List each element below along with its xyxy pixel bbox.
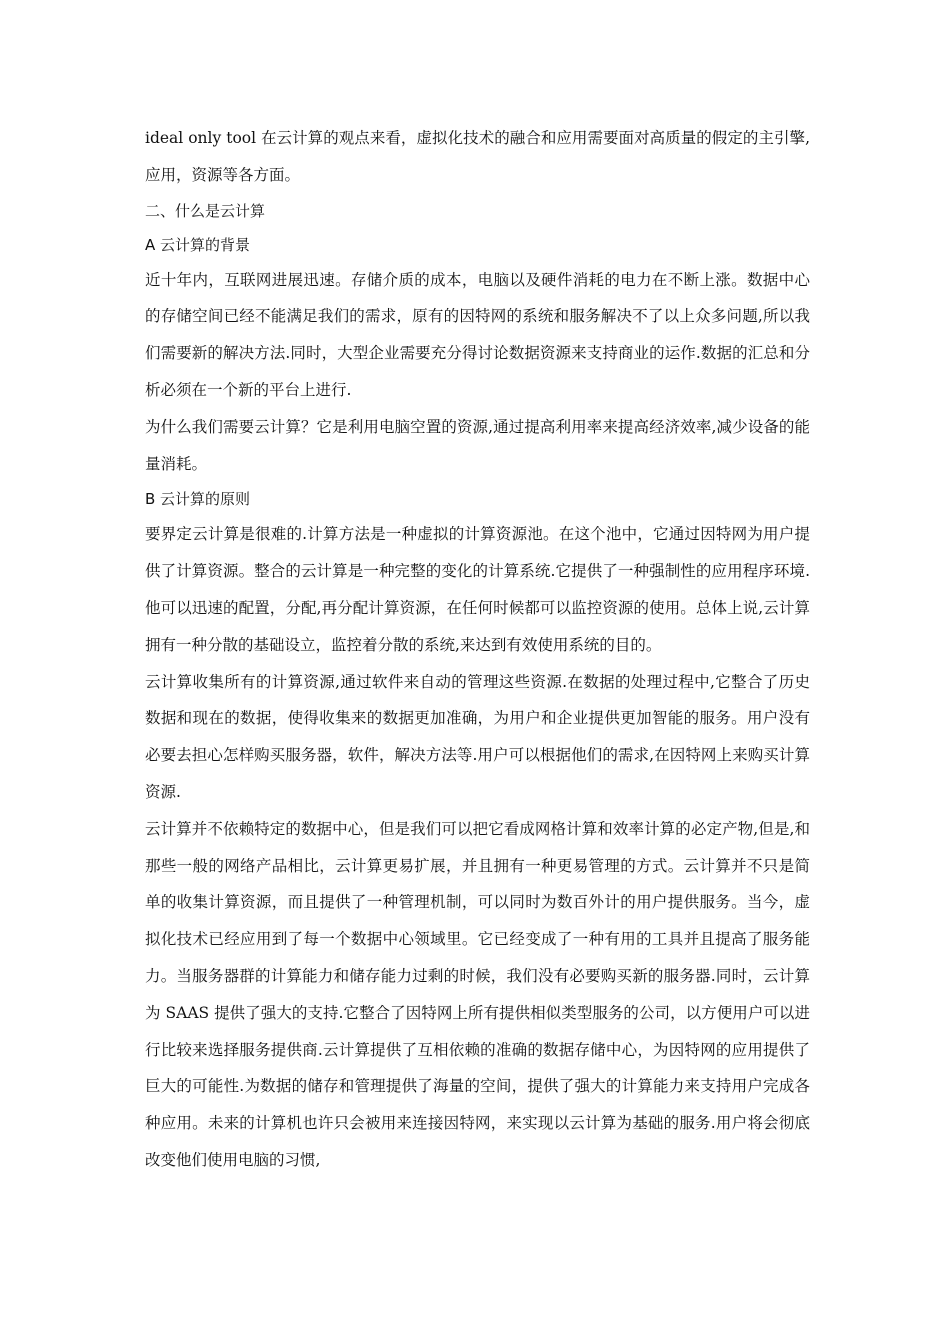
subheading-background: A 云计算的背景	[145, 235, 251, 254]
paragraph-definition: 要界定云计算是很难的.计算方法是一种虚拟的计算资源池。在这个池中，它通过因特网为用户提供了计算资源。整合的云计算是一种完整的变化的计算系统.它提供了一种强制性的应用程序环境.他可以迅速的配置，分配,再分配计算资源，在任何时候都可以监控资源的使用。总体上说,云计算拥有一种分散的基础设立，监控着分散的系统,来达到有效使用系统的目的。	[145, 525, 810, 654]
document-page	[145, 120, 810, 1179]
subheading-principles: B 云计算的原则	[145, 490, 251, 509]
paragraph-data-centers: 云计算并不依赖特定的数据中心，但是我们可以把它看成网格计算和效率计算的必定产物,但是,和那些一般的网络产品相比，云计算更易扩展，并且拥有一种更易管理的方式。云计算并不只是简单的收集计算资源，而且提供了一种管理机制，可以同时为数百外计的用户提供服务。当今，虚拟化技术已经应用到了每一个数据中心领域里。它已经变成了一种有用的工具并且提高了服务能力。当服务器群的计算能力和储存能力过剩的时候，我们没有必要购买新的服务器.同时，云计算为 SAAS 提供了强大的支持.它整合了因特网上所有提供相似类型服务的公司，以方便用户可以进行比较来选择服务提供商.云计算提供了互相依赖的准确的数据存储中心，为因特网的应用提供了巨大的可能性.为数据的储存和管理提供了海量的空间，提供了强大的计算能力来支持用户完成各种应用。未来的计算机也许只会被用来连接因特网，来实现以云计算为基础的服务.用户将会彻底改变他们使用电脑的习惯,	[145, 819, 810, 1169]
paragraph-background: 近十年内，互联网进展迅速。存储介质的成本，电脑以及硬件消耗的电力在不断上涨。数据中心的存储空间已经不能满足我们的需求，原有的因特网的系统和服务解决不了以上众多问题,所以我们需要新的解决方法.同时，大型企业需要充分得讨论数据资源来支持商业的运作.数据的汇总和分析必须在一个新的平台上进行.	[145, 270, 810, 399]
paragraph-why-cloud: 为什么我们需要云计算？它是利用电脑空置的资源,通过提高利用率来提高经济效率,减少设备的能量消耗。	[145, 417, 810, 473]
paragraph-resource-collection: 云计算收集所有的计算资源,通过软件来自动的管理这些资源.在数据的处理过程中,它整合了历史数据和现在的数据，使得收集来的数据更加准确，为用户和企业提供更加智能的服务。用户没有必要去担心怎样购买服务器，软件，解决方法等.用户可以根据他们的需求,在因特网上来购买计算资源.	[145, 672, 810, 801]
section-heading-what-is-cloud: 二、什么是云计算	[145, 201, 266, 220]
paragraph-intro: ideal only tool 在云计算的观点来看，虚拟化技术的融合和应用需要面对高质量的假定的主引擎,应用，资源等各方面。	[145, 129, 810, 184]
